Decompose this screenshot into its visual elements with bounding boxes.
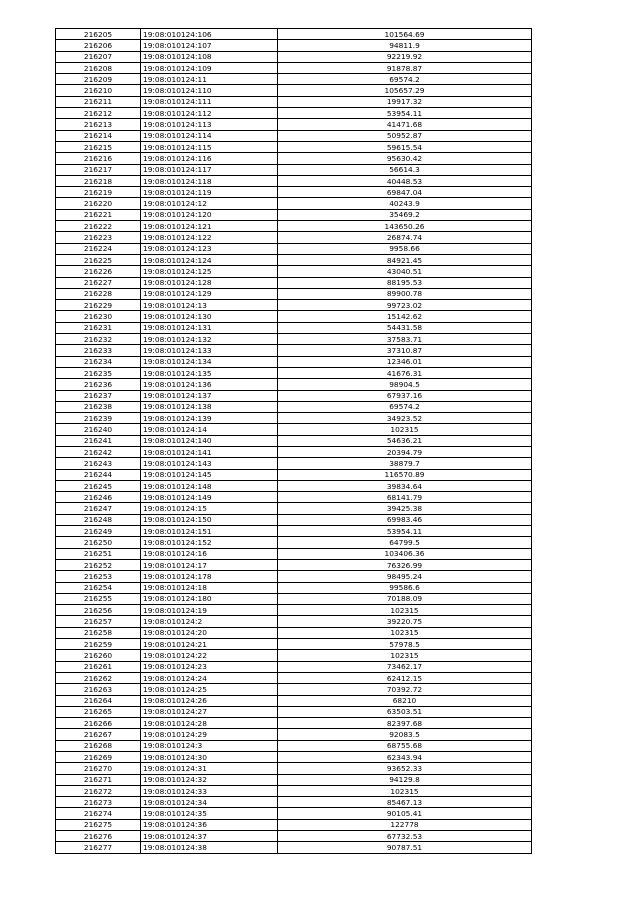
row-number-cell: 216231 xyxy=(56,322,141,333)
value-cell: 67732.53 xyxy=(278,831,532,842)
table-row xyxy=(56,108,532,119)
table-row xyxy=(56,571,532,582)
cadastral-number-cell: 19:08:010124:141 xyxy=(141,446,278,457)
table-row xyxy=(56,277,532,288)
table-row xyxy=(56,254,532,265)
table-row xyxy=(56,221,532,232)
table-row xyxy=(56,559,532,570)
cadastral-number-cell: 19:08:010124:138 xyxy=(141,401,278,412)
table-row xyxy=(56,356,532,367)
value-cell: 12346.01 xyxy=(278,356,532,367)
row-number-cell: 216243 xyxy=(56,458,141,469)
cadastral-number-cell: 19:08:010124:114 xyxy=(141,130,278,141)
value-cell: 94811.9 xyxy=(278,40,532,51)
value-cell: 73462.17 xyxy=(278,661,532,672)
value-cell: 69847.04 xyxy=(278,187,532,198)
cadastral-number-cell: 19:08:010124:34 xyxy=(141,797,278,808)
cadastral-number-cell: 19:08:010124:16 xyxy=(141,548,278,559)
table-row xyxy=(56,413,532,424)
row-number-cell: 216227 xyxy=(56,277,141,288)
cadastral-number-cell: 19:08:010124:143 xyxy=(141,458,278,469)
table-row xyxy=(56,40,532,51)
row-number-cell: 216230 xyxy=(56,311,141,322)
row-number-cell: 216251 xyxy=(56,548,141,559)
table-row xyxy=(56,740,532,751)
value-cell: 53954.11 xyxy=(278,526,532,537)
value-cell: 102315 xyxy=(278,785,532,796)
cadastral-number-cell: 19:08:010124:33 xyxy=(141,785,278,796)
table-row xyxy=(56,469,532,480)
value-cell: 103406.36 xyxy=(278,548,532,559)
cadastral-number-cell: 19:08:010124:112 xyxy=(141,108,278,119)
value-cell: 57978.5 xyxy=(278,639,532,650)
table-row xyxy=(56,480,532,491)
row-number-cell: 216211 xyxy=(56,96,141,107)
cadastral-number-cell: 19:08:010124:115 xyxy=(141,141,278,152)
row-number-cell: 216222 xyxy=(56,221,141,232)
row-number-cell: 216253 xyxy=(56,571,141,582)
table-row xyxy=(56,119,532,130)
row-number-cell: 216244 xyxy=(56,469,141,480)
cadastral-number-cell: 19:08:010124:106 xyxy=(141,29,278,40)
cadastral-number-cell: 19:08:010124:30 xyxy=(141,752,278,763)
value-cell: 15142.62 xyxy=(278,311,532,322)
value-cell: 85467.13 xyxy=(278,797,532,808)
cadastral-number-cell: 19:08:010124:108 xyxy=(141,51,278,62)
value-cell: 105657.29 xyxy=(278,85,532,96)
row-number-cell: 216205 xyxy=(56,29,141,40)
row-number-cell: 216264 xyxy=(56,695,141,706)
row-number-cell: 216236 xyxy=(56,379,141,390)
row-number-cell: 216210 xyxy=(56,85,141,96)
cadastral-number-cell: 19:08:010124:137 xyxy=(141,390,278,401)
row-number-cell: 216277 xyxy=(56,842,141,853)
cadastral-number-cell: 19:08:010124:121 xyxy=(141,221,278,232)
table-row xyxy=(56,345,532,356)
cadastral-number-cell: 19:08:010124:11 xyxy=(141,74,278,85)
row-number-cell: 216219 xyxy=(56,187,141,198)
table-row xyxy=(56,379,532,390)
table-row xyxy=(56,367,532,378)
value-cell: 35469.2 xyxy=(278,209,532,220)
row-number-cell: 216206 xyxy=(56,40,141,51)
table-row xyxy=(56,616,532,627)
row-number-cell: 216268 xyxy=(56,740,141,751)
value-cell: 39834.64 xyxy=(278,480,532,491)
row-number-cell: 216217 xyxy=(56,164,141,175)
row-number-cell: 216212 xyxy=(56,108,141,119)
row-number-cell: 216218 xyxy=(56,175,141,186)
table-row xyxy=(56,514,532,525)
value-cell: 68210 xyxy=(278,695,532,706)
cadastral-number-cell: 19:08:010124:14 xyxy=(141,424,278,435)
value-cell: 39220.75 xyxy=(278,616,532,627)
table-row xyxy=(56,141,532,152)
table-row xyxy=(56,537,532,548)
row-number-cell: 216247 xyxy=(56,503,141,514)
value-cell: 37583.71 xyxy=(278,334,532,345)
table-row xyxy=(56,831,532,842)
row-number-cell: 216213 xyxy=(56,119,141,130)
row-number-cell: 216234 xyxy=(56,356,141,367)
table-row xyxy=(56,300,532,311)
value-cell: 90787.51 xyxy=(278,842,532,853)
cadastral-number-cell: 19:08:010124:149 xyxy=(141,492,278,503)
row-number-cell: 216245 xyxy=(56,480,141,491)
row-number-cell: 216265 xyxy=(56,706,141,717)
table-row xyxy=(56,153,532,164)
value-cell: 20394.79 xyxy=(278,446,532,457)
value-cell: 82397.68 xyxy=(278,718,532,729)
table-row xyxy=(56,74,532,85)
table-row xyxy=(56,187,532,198)
table-row xyxy=(56,672,532,683)
cadastral-number-cell: 19:08:010124:28 xyxy=(141,718,278,729)
table-row xyxy=(56,435,532,446)
cadastral-number-cell: 19:08:010124:148 xyxy=(141,480,278,491)
cadastral-number-cell: 19:08:010124:131 xyxy=(141,322,278,333)
value-cell: 50952.87 xyxy=(278,130,532,141)
row-number-cell: 216239 xyxy=(56,413,141,424)
row-number-cell: 216246 xyxy=(56,492,141,503)
table-row xyxy=(56,729,532,740)
cadastral-number-cell: 19:08:010124:23 xyxy=(141,661,278,672)
table-row xyxy=(56,752,532,763)
value-cell: 69574.2 xyxy=(278,74,532,85)
table-row xyxy=(56,446,532,457)
cadastral-number-cell: 19:08:010124:123 xyxy=(141,243,278,254)
row-number-cell: 216272 xyxy=(56,785,141,796)
value-cell: 38879.7 xyxy=(278,458,532,469)
value-cell: 90105.41 xyxy=(278,808,532,819)
value-cell: 102315 xyxy=(278,627,532,638)
table-row xyxy=(56,548,532,559)
value-cell: 70188.09 xyxy=(278,593,532,604)
row-number-cell: 216258 xyxy=(56,627,141,638)
row-number-cell: 216254 xyxy=(56,582,141,593)
row-number-cell: 216252 xyxy=(56,559,141,570)
value-cell: 91878.87 xyxy=(278,62,532,73)
row-number-cell: 216256 xyxy=(56,605,141,616)
value-cell: 102315 xyxy=(278,650,532,661)
row-number-cell: 216250 xyxy=(56,537,141,548)
row-number-cell: 216235 xyxy=(56,367,141,378)
table-row xyxy=(56,605,532,616)
cadastral-number-cell: 19:08:010124:109 xyxy=(141,62,278,73)
cadastral-number-cell: 19:08:010124:120 xyxy=(141,209,278,220)
cadastral-number-cell: 19:08:010124:13 xyxy=(141,300,278,311)
table-row xyxy=(56,718,532,729)
cadastral-number-cell: 19:08:010124:128 xyxy=(141,277,278,288)
row-number-cell: 216255 xyxy=(56,593,141,604)
cadastral-number-cell: 19:08:010124:140 xyxy=(141,435,278,446)
cadastral-number-cell: 19:08:010124:35 xyxy=(141,808,278,819)
table-row xyxy=(56,819,532,830)
cadastral-number-cell: 19:08:010124:132 xyxy=(141,334,278,345)
value-cell: 99723.02 xyxy=(278,300,532,311)
value-cell: 98904.5 xyxy=(278,379,532,390)
data-table xyxy=(55,28,532,854)
cadastral-number-cell: 19:08:010124:129 xyxy=(141,288,278,299)
row-number-cell: 216261 xyxy=(56,661,141,672)
table-row xyxy=(56,164,532,175)
value-cell: 84921.45 xyxy=(278,254,532,265)
cadastral-number-cell: 19:08:010124:113 xyxy=(141,119,278,130)
value-cell: 92083.5 xyxy=(278,729,532,740)
value-cell: 88195.53 xyxy=(278,277,532,288)
cadastral-number-cell: 19:08:010124:15 xyxy=(141,503,278,514)
value-cell: 95630.42 xyxy=(278,153,532,164)
cadastral-number-cell: 19:08:010124:145 xyxy=(141,469,278,480)
value-cell: 56614.3 xyxy=(278,164,532,175)
value-cell: 69983.46 xyxy=(278,514,532,525)
row-number-cell: 216257 xyxy=(56,616,141,627)
value-cell: 67937.16 xyxy=(278,390,532,401)
table-row xyxy=(56,526,532,537)
cadastral-number-cell: 19:08:010124:178 xyxy=(141,571,278,582)
row-number-cell: 216263 xyxy=(56,684,141,695)
cadastral-number-cell: 19:08:010124:3 xyxy=(141,740,278,751)
cadastral-number-cell: 19:08:010124:21 xyxy=(141,639,278,650)
cadastral-number-cell: 19:08:010124:152 xyxy=(141,537,278,548)
row-number-cell: 216233 xyxy=(56,345,141,356)
cadastral-number-cell: 19:08:010124:18 xyxy=(141,582,278,593)
cadastral-number-cell: 19:08:010124:12 xyxy=(141,198,278,209)
cadastral-number-cell: 19:08:010124:20 xyxy=(141,627,278,638)
cadastral-number-cell: 19:08:010124:117 xyxy=(141,164,278,175)
table-row xyxy=(56,334,532,345)
value-cell: 69574.2 xyxy=(278,401,532,412)
value-cell: 99586.6 xyxy=(278,582,532,593)
table-row xyxy=(56,130,532,141)
value-cell: 64799.5 xyxy=(278,537,532,548)
row-number-cell: 216274 xyxy=(56,808,141,819)
value-cell: 54431.58 xyxy=(278,322,532,333)
table-row xyxy=(56,29,532,40)
cadastral-number-cell: 19:08:010124:125 xyxy=(141,266,278,277)
table-row xyxy=(56,266,532,277)
row-number-cell: 216242 xyxy=(56,446,141,457)
cadastral-number-cell: 19:08:010124:107 xyxy=(141,40,278,51)
value-cell: 98495.24 xyxy=(278,571,532,582)
row-number-cell: 216269 xyxy=(56,752,141,763)
table-row xyxy=(56,774,532,785)
table-row xyxy=(56,763,532,774)
value-cell: 41471.68 xyxy=(278,119,532,130)
row-number-cell: 216215 xyxy=(56,141,141,152)
cadastral-number-cell: 19:08:010124:29 xyxy=(141,729,278,740)
cadastral-number-cell: 19:08:010124:110 xyxy=(141,85,278,96)
row-number-cell: 216220 xyxy=(56,198,141,209)
cadastral-number-cell: 19:08:010124:139 xyxy=(141,413,278,424)
value-cell: 9958.66 xyxy=(278,243,532,254)
value-cell: 143650.26 xyxy=(278,221,532,232)
row-number-cell: 216224 xyxy=(56,243,141,254)
table-row xyxy=(56,390,532,401)
table-row xyxy=(56,684,532,695)
cadastral-number-cell: 19:08:010124:17 xyxy=(141,559,278,570)
cadastral-number-cell: 19:08:010124:130 xyxy=(141,311,278,322)
value-cell: 53954.11 xyxy=(278,108,532,119)
value-cell: 101564.69 xyxy=(278,29,532,40)
row-number-cell: 216237 xyxy=(56,390,141,401)
row-number-cell: 216209 xyxy=(56,74,141,85)
value-cell: 34923.52 xyxy=(278,413,532,424)
value-cell: 26874.74 xyxy=(278,232,532,243)
table-row xyxy=(56,492,532,503)
cadastral-number-cell: 19:08:010124:150 xyxy=(141,514,278,525)
cadastral-number-cell: 19:08:010124:134 xyxy=(141,356,278,367)
value-cell: 59615.54 xyxy=(278,141,532,152)
table-row xyxy=(56,243,532,254)
row-number-cell: 216214 xyxy=(56,130,141,141)
value-cell: 19917.32 xyxy=(278,96,532,107)
value-cell: 93652.33 xyxy=(278,763,532,774)
table-row xyxy=(56,85,532,96)
cadastral-number-cell: 19:08:010124:119 xyxy=(141,187,278,198)
cadastral-number-cell: 19:08:010124:36 xyxy=(141,819,278,830)
row-number-cell: 216271 xyxy=(56,774,141,785)
row-number-cell: 216270 xyxy=(56,763,141,774)
cadastral-number-cell: 19:08:010124:133 xyxy=(141,345,278,356)
row-number-cell: 216275 xyxy=(56,819,141,830)
cadastral-number-cell: 19:08:010124:26 xyxy=(141,695,278,706)
value-cell: 102315 xyxy=(278,424,532,435)
table-row xyxy=(56,582,532,593)
table-row xyxy=(56,288,532,299)
row-number-cell: 216248 xyxy=(56,514,141,525)
value-cell: 122778 xyxy=(278,819,532,830)
row-number-cell: 216249 xyxy=(56,526,141,537)
value-cell: 94129.8 xyxy=(278,774,532,785)
cadastral-number-cell: 19:08:010124:31 xyxy=(141,763,278,774)
cadastral-number-cell: 19:08:010124:116 xyxy=(141,153,278,164)
value-cell: 41676.31 xyxy=(278,367,532,378)
row-number-cell: 216240 xyxy=(56,424,141,435)
cadastral-number-cell: 19:08:010124:19 xyxy=(141,605,278,616)
value-cell: 76326.99 xyxy=(278,559,532,570)
table-row xyxy=(56,401,532,412)
table-row xyxy=(56,96,532,107)
value-cell: 37310.87 xyxy=(278,345,532,356)
table-row xyxy=(56,322,532,333)
table-row xyxy=(56,593,532,604)
row-number-cell: 216228 xyxy=(56,288,141,299)
value-cell: 62343.94 xyxy=(278,752,532,763)
cadastral-number-cell: 19:08:010124:22 xyxy=(141,650,278,661)
row-number-cell: 216229 xyxy=(56,300,141,311)
row-number-cell: 216216 xyxy=(56,153,141,164)
cadastral-number-cell: 19:08:010124:124 xyxy=(141,254,278,265)
cadastral-number-cell: 19:08:010124:2 xyxy=(141,616,278,627)
cadastral-number-cell: 19:08:010124:118 xyxy=(141,175,278,186)
value-cell: 43040.51 xyxy=(278,266,532,277)
table-row xyxy=(56,797,532,808)
value-cell: 70392.72 xyxy=(278,684,532,695)
row-number-cell: 216208 xyxy=(56,62,141,73)
table-row xyxy=(56,458,532,469)
row-number-cell: 216273 xyxy=(56,797,141,808)
cadastral-number-cell: 19:08:010124:37 xyxy=(141,831,278,842)
value-cell: 54636.21 xyxy=(278,435,532,446)
row-number-cell: 216259 xyxy=(56,639,141,650)
table-row xyxy=(56,232,532,243)
cadastral-number-cell: 19:08:010124:136 xyxy=(141,379,278,390)
table-row xyxy=(56,661,532,672)
row-number-cell: 216207 xyxy=(56,51,141,62)
cadastral-number-cell: 19:08:010124:180 xyxy=(141,593,278,604)
table-row xyxy=(56,785,532,796)
table-row xyxy=(56,209,532,220)
value-cell: 63503.51 xyxy=(278,706,532,717)
table-row xyxy=(56,311,532,322)
table-row xyxy=(56,695,532,706)
row-number-cell: 216260 xyxy=(56,650,141,661)
data-table-body xyxy=(56,29,532,854)
table-row xyxy=(56,198,532,209)
row-number-cell: 216266 xyxy=(56,718,141,729)
cadastral-number-cell: 19:08:010124:122 xyxy=(141,232,278,243)
table-row xyxy=(56,62,532,73)
row-number-cell: 216262 xyxy=(56,672,141,683)
table-row xyxy=(56,175,532,186)
row-number-cell: 216232 xyxy=(56,334,141,345)
table-row xyxy=(56,51,532,62)
table-row xyxy=(56,842,532,853)
value-cell: 68755.68 xyxy=(278,740,532,751)
row-number-cell: 216221 xyxy=(56,209,141,220)
value-cell: 102315 xyxy=(278,605,532,616)
cadastral-number-cell: 19:08:010124:38 xyxy=(141,842,278,853)
cadastral-number-cell: 19:08:010124:32 xyxy=(141,774,278,785)
value-cell: 68141.79 xyxy=(278,492,532,503)
table-row xyxy=(56,808,532,819)
table-row xyxy=(56,503,532,514)
table-row xyxy=(56,639,532,650)
table-row xyxy=(56,627,532,638)
cadastral-number-cell: 19:08:010124:111 xyxy=(141,96,278,107)
row-number-cell: 216226 xyxy=(56,266,141,277)
value-cell: 40243.9 xyxy=(278,198,532,209)
table-row xyxy=(56,650,532,661)
table-row xyxy=(56,424,532,435)
value-cell: 39425.38 xyxy=(278,503,532,514)
table-row xyxy=(56,706,532,717)
value-cell: 116570.89 xyxy=(278,469,532,480)
cadastral-number-cell: 19:08:010124:27 xyxy=(141,706,278,717)
cadastral-number-cell: 19:08:010124:24 xyxy=(141,672,278,683)
value-cell: 89900.78 xyxy=(278,288,532,299)
value-cell: 92219.92 xyxy=(278,51,532,62)
row-number-cell: 216276 xyxy=(56,831,141,842)
row-number-cell: 216223 xyxy=(56,232,141,243)
row-number-cell: 216267 xyxy=(56,729,141,740)
cadastral-number-cell: 19:08:010124:25 xyxy=(141,684,278,695)
row-number-cell: 216241 xyxy=(56,435,141,446)
row-number-cell: 216225 xyxy=(56,254,141,265)
value-cell: 62412.15 xyxy=(278,672,532,683)
cadastral-number-cell: 19:08:010124:151 xyxy=(141,526,278,537)
value-cell: 40448.53 xyxy=(278,175,532,186)
row-number-cell: 216238 xyxy=(56,401,141,412)
cadastral-number-cell: 19:08:010124:135 xyxy=(141,367,278,378)
